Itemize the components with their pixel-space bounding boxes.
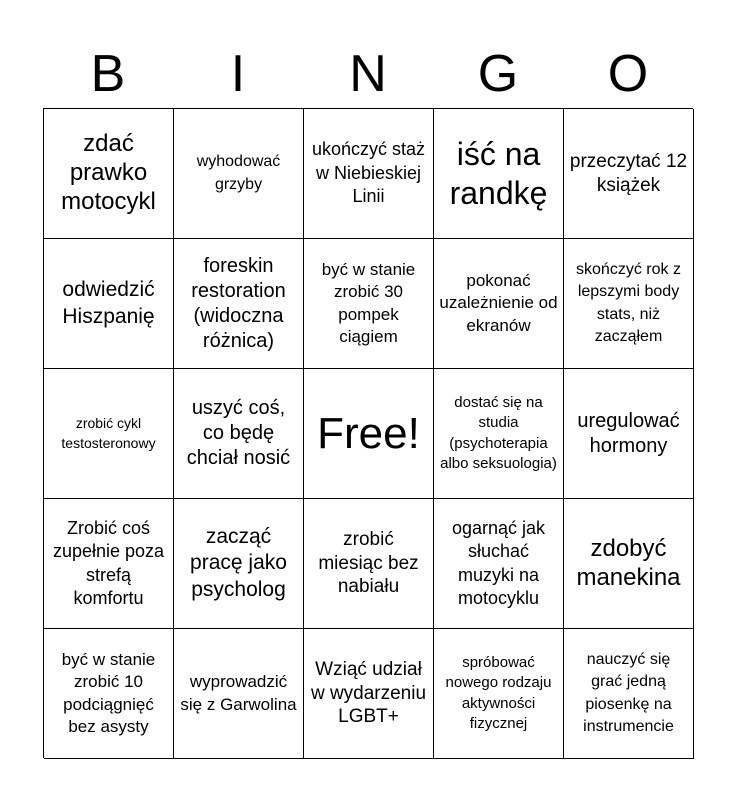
bingo-cell bbox=[434, 499, 564, 629]
header-letter-b: B bbox=[90, 45, 126, 103]
header-letter-i: I bbox=[230, 45, 246, 103]
cell-text: pokonać uzależnienie od ekranów bbox=[439, 270, 558, 335]
cell-text: zrobić miesiąc bez nabiału bbox=[318, 528, 419, 598]
bingo-grid bbox=[43, 108, 693, 758]
cell-text: iść na randkę bbox=[449, 136, 548, 211]
bingo-cell bbox=[434, 369, 564, 499]
cell-text: zdobyć manekina bbox=[576, 534, 681, 591]
cell-text: uszyć coś, co będę chciał nosić bbox=[186, 397, 291, 469]
cell-text: zrobić cykl testosteronowy bbox=[61, 414, 156, 451]
bingo-cell bbox=[174, 369, 304, 499]
bingo-cell bbox=[304, 499, 434, 629]
cell-text: ogarnąć jak słuchać muzyki na motocyklu bbox=[451, 517, 546, 608]
free-cell bbox=[304, 369, 434, 499]
bingo-cell bbox=[434, 239, 564, 369]
cell-text: odwiedzić Hiszpanię bbox=[62, 278, 155, 328]
bingo-cell bbox=[564, 109, 694, 239]
bingo-cell bbox=[564, 499, 694, 629]
bingo-cell bbox=[44, 499, 174, 629]
header-letter-n: N bbox=[349, 45, 387, 103]
bingo-cell bbox=[434, 629, 564, 759]
bingo-cell bbox=[564, 239, 694, 369]
bingo-cell bbox=[44, 629, 174, 759]
header-letter-o: O bbox=[607, 45, 649, 103]
cell-text: dostać się na studia (psychoterapia albo seksuologia) bbox=[440, 394, 557, 472]
bingo-cell bbox=[174, 239, 304, 369]
cell-text: zacząć pracę jako psycholog bbox=[190, 525, 287, 601]
bingo-cell bbox=[174, 629, 304, 759]
cell-text: zdać prawko motocykl bbox=[61, 130, 156, 215]
bingo-cell bbox=[564, 629, 694, 759]
bingo-cell bbox=[434, 109, 564, 239]
cell-text: Wziąć udział w wydarzeniu LGBT+ bbox=[310, 658, 427, 728]
bingo-cell bbox=[304, 629, 434, 759]
cell-text: przeczytać 12 książek bbox=[569, 150, 688, 196]
bingo-cell bbox=[174, 109, 304, 239]
bingo-cell bbox=[44, 109, 174, 239]
free-text: Free! bbox=[317, 408, 420, 458]
cell-text: skończyć rok z lepszymi body stats, niż zacząłem bbox=[576, 261, 681, 345]
cell-text: wyprowadzić się z Garwolina bbox=[180, 672, 297, 714]
cell-text: nauczyć się grać jedną piosenkę na instrumencie bbox=[583, 651, 674, 735]
cell-text: ukończyć staż w Niebieskiej Linii bbox=[311, 139, 426, 207]
cell-text: Zrobić coś zupełnie poza strefą komfortu bbox=[52, 517, 165, 608]
cell-text: foreskin restoration (widoczna różnica) bbox=[191, 254, 286, 352]
bingo-cell bbox=[44, 239, 174, 369]
bingo-cell bbox=[564, 369, 694, 499]
cell-text: spróbować nowego rodzaju aktywności fizycznej bbox=[445, 654, 552, 732]
cell-text: wyhodować grzyby bbox=[196, 153, 281, 193]
cell-text: być w stanie zrobić 10 podciągnięć bez asysty bbox=[61, 649, 156, 736]
bingo-header bbox=[43, 40, 693, 108]
bingo-cell bbox=[304, 109, 434, 239]
bingo-cell bbox=[44, 369, 174, 499]
cell-text: uregulować hormony bbox=[577, 409, 680, 457]
header-letter-g: G bbox=[477, 45, 519, 103]
bingo-cell bbox=[304, 239, 434, 369]
bingo-cell bbox=[174, 499, 304, 629]
cell-text: być w stanie zrobić 30 pompek ciągiem bbox=[321, 259, 416, 346]
